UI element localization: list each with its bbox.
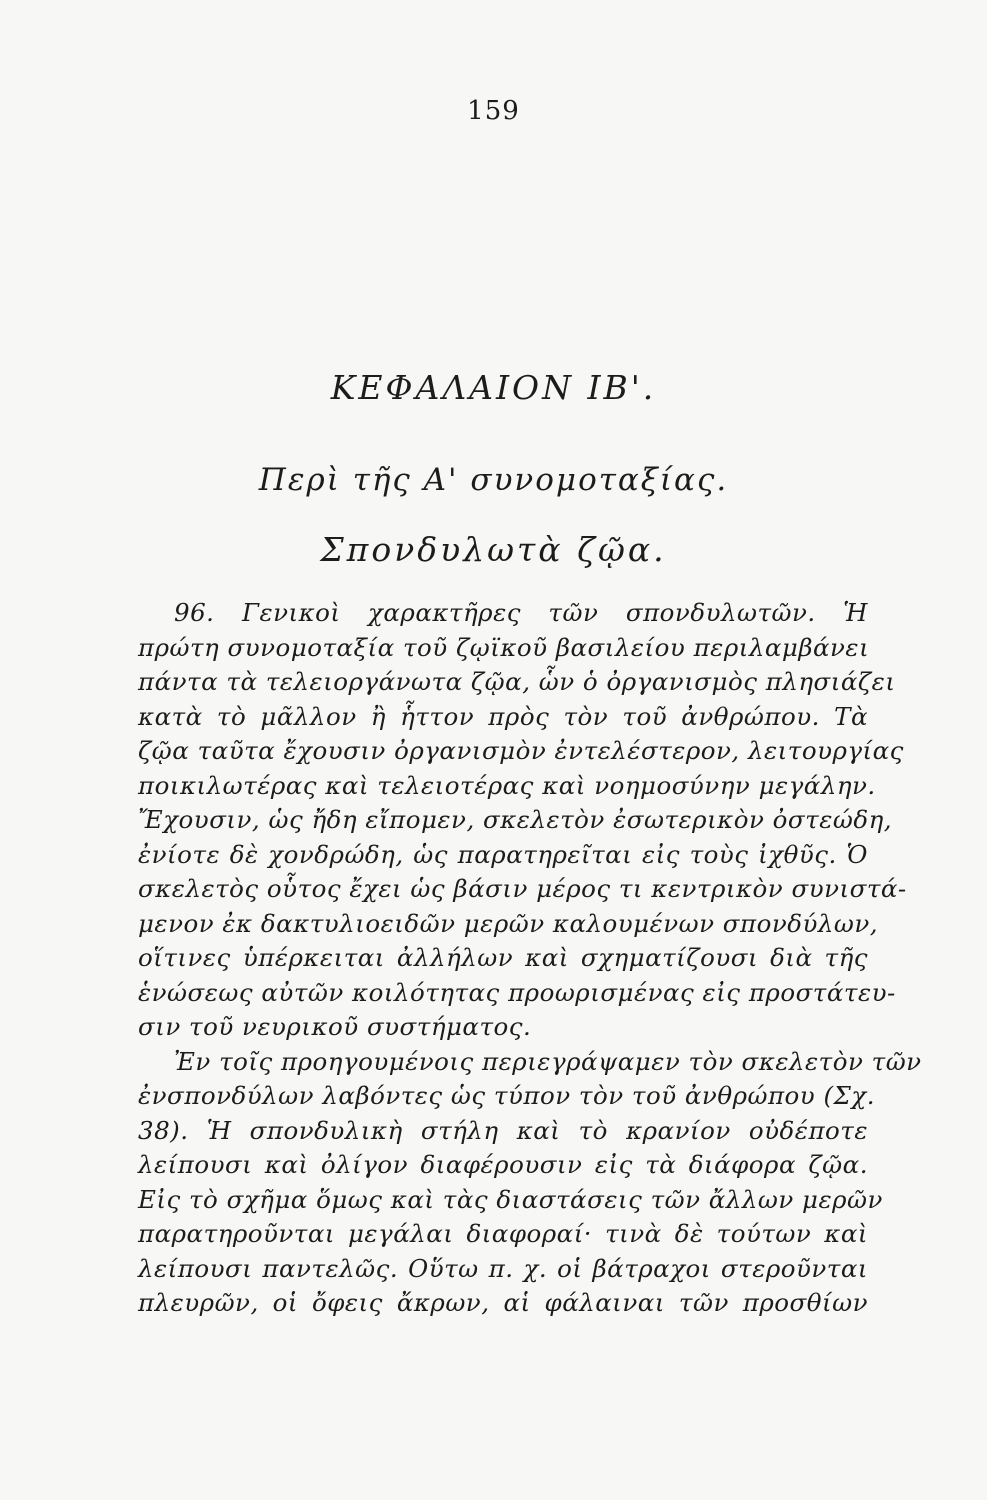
text-line: πάντα τὰ τελειοργάνωτα ζῷα, ὧν ὁ ὀργανισμὸς πλησιάζει — [138, 667, 896, 696]
text-line: Ἔχουσιν, ὡς ἤδη εἴπομεν, σκελετὸν ἐσωτερικὸν ὀστεώδη, — [138, 805, 893, 834]
text-line: ζῷα ταῦτα ἔχουσιν ὀργανισμὸν ἐντελέστερον, λειτουργίας — [138, 736, 904, 765]
text-line: παρατηροῦνται μεγάλαι διαφοραί· τινὰ δὲ τούτων καὶ — [138, 1219, 868, 1248]
text-line: ἑνώσεως αὐτῶν κοιλότητας προωρισμένας εἰς προστάτευ- — [138, 977, 896, 1007]
text-line: ἐνίοτε δὲ χονδρώδη, ὡς παρατηρεῖται εἰς τοὺς ἰχθῦς. Ὁ — [138, 839, 868, 869]
text-line: 38). Ἡ σπονδυλικὴ στήλη καὶ τὸ κρανίον οὐδέποτε — [138, 1115, 868, 1145]
text-line: λείπουσι παντελῶς. Οὕτω π. χ. οἱ βάτραχοι στεροῦνται — [138, 1253, 868, 1283]
text-line: πλευρῶν, οἱ ὄφεις ἄκρων, αἱ φάλαιναι τῶν προσθίων — [138, 1288, 868, 1317]
text-line: σιν τοῦ νευρικοῦ συστήματος. — [138, 1012, 532, 1041]
text-line: λείπουσι καὶ ὀλίγον διαφέρουσιν εἰς τὰ διάφορα ζῷα. — [138, 1150, 868, 1179]
text-line: σκελετὸς οὗτος ἔχει ὡς βάσιν μέρος τι κεντρικὸν συνιστά- — [138, 874, 907, 903]
text-line: ἐνσπονδύλων λαβόντες ὡς τύπον τὸν τοῦ ἀνθρώπου (Σχ. — [138, 1081, 875, 1110]
text-line: ποικιλωτέρας καὶ τελειοτέρας καὶ νοημοσύνην μεγάλην. — [138, 770, 876, 800]
section-title: Περὶ τῆς Α' συνομοταξίας. — [258, 462, 729, 498]
body-text — [138, 596, 922, 1321]
text-line: πρώτη συνομοταξία τοῦ ζῳϊκοῦ βασιλείου περιλαμβάνει — [138, 632, 870, 662]
text-line: Ἐν τοῖς προηγουμένοις περιεγράψαμεν τὸν σκελετὸν τῶν — [174, 1046, 922, 1076]
text-line: κατὰ τὸ μᾶλλον ἢ ἧττον πρὸς τὸν τοῦ ἀνθρώπου. Τὰ — [138, 701, 868, 731]
chapter-title: ΚΕΦΑΛΑΙΟΝ ΙΒ'. — [330, 368, 657, 407]
text-line: Εἰς τὸ σχῆμα ὅμως καὶ τὰς διαστάσεις τῶν ἄλλων μερῶν — [138, 1184, 883, 1214]
text-line: οἵτινες ὑπέρκειται ἀλλήλων καὶ σχηματίζουσι διὰ τῆς — [138, 943, 868, 972]
page-number: 159 — [467, 96, 520, 126]
text-line: 96. Γενικοὶ χαρακτῆρες τῶν σπονδυλωτῶν. Ἡ — [174, 598, 868, 627]
subsection-title: Σπονδυλωτὰ ζῷα. — [320, 530, 667, 569]
text-line: μενον ἐκ δακτυλιοειδῶν μερῶν καλουμένων σπονδύλων, — [138, 908, 879, 938]
